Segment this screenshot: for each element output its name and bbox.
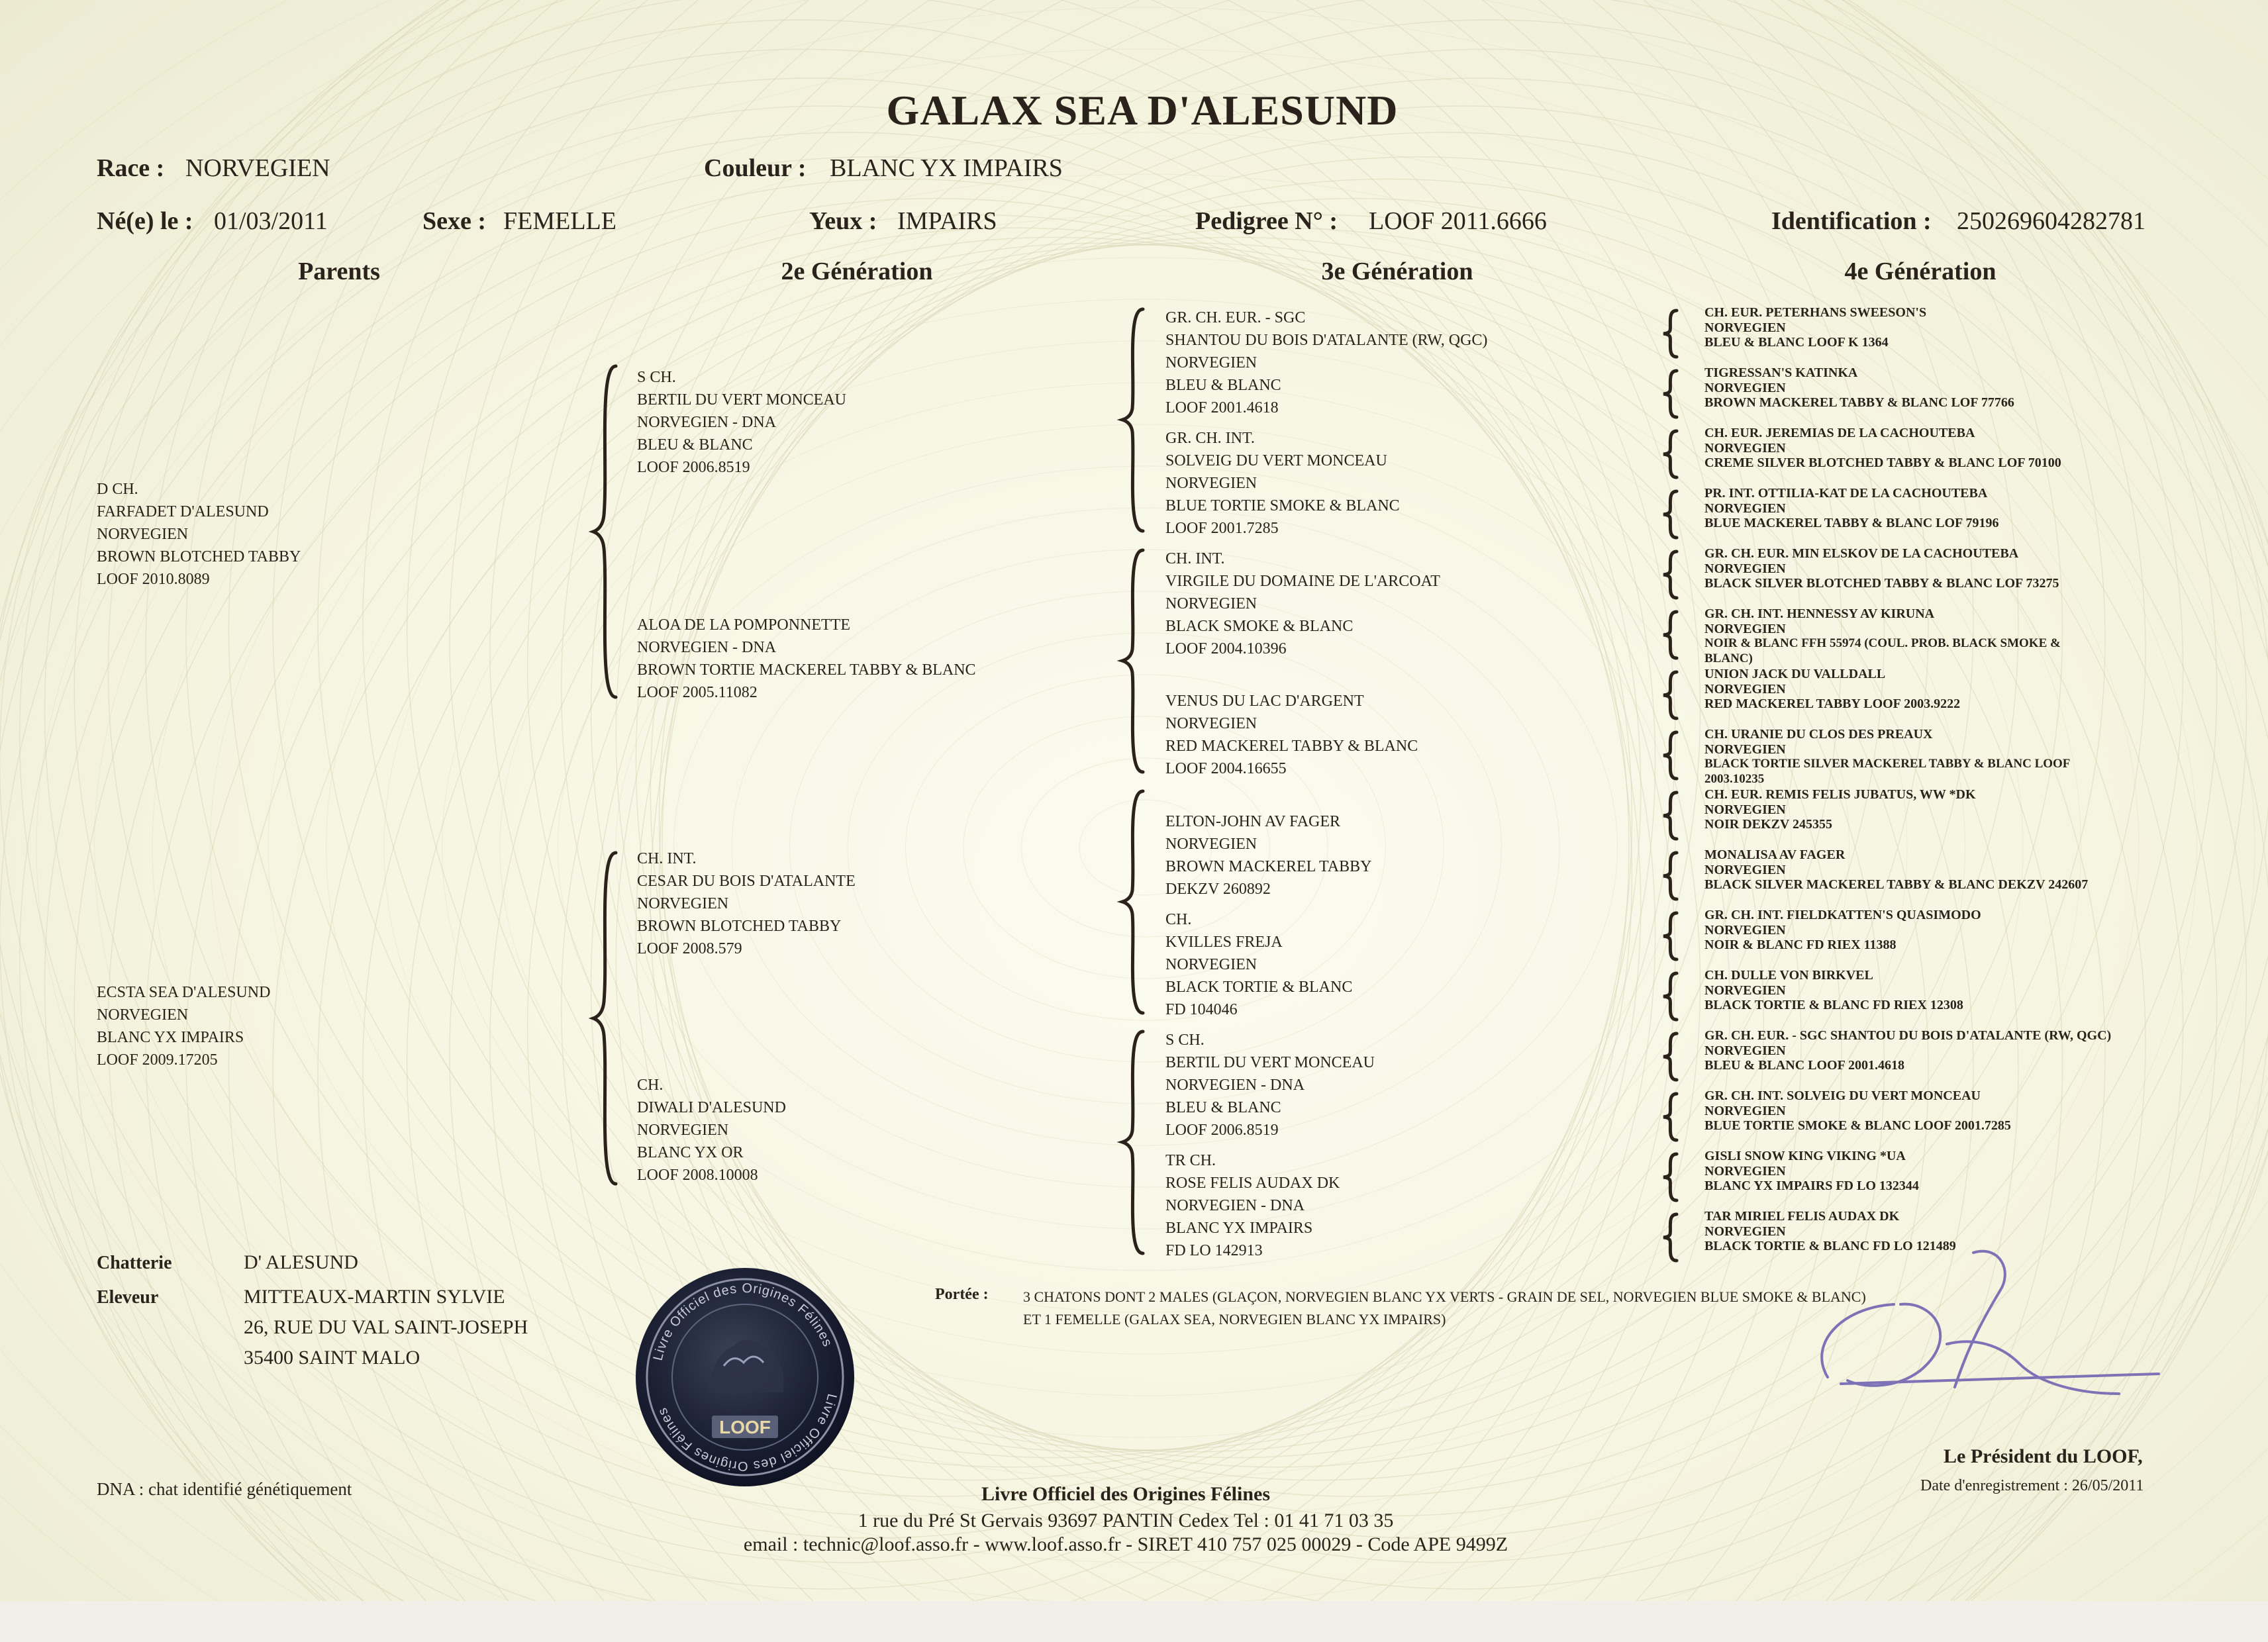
footer-org-name: Livre Officiel des Origines Félines — [981, 1483, 1271, 1505]
gen3-entry: VENUS DU LAC D'ARGENT NORVEGIEN RED MACKEREL TABBY & BLANC LOOF 2004.16655 — [1165, 693, 1418, 777]
pedigree-bracket — [1659, 910, 1683, 962]
portee-text: 3 CHATONS DONT 2 MALES (GLAÇON, NORVEGIEN BLANC YX VERTS - GRAIN DE SEL, NORVEGIEN BLUE SMOKE & BLANC) ET 1 FEMELLE (GALAX SEA, NORVEGIEN BLANC YX IMPAIRS) — [1023, 1288, 1866, 1328]
pedigree-bracket — [1659, 730, 1683, 781]
pedigree-bracket — [1659, 308, 1683, 360]
portee-label: Portée : — [935, 1286, 989, 1303]
gen2-entry: CH. INT. CESAR DU BOIS D'ATALANTE NORVEGIEN BROWN BLOTCHED TABBY LOOF 2008.579 — [637, 850, 856, 957]
column-header-gen3: 3e Génération — [1321, 258, 1473, 285]
pedigree-bracket — [1119, 306, 1152, 534]
loof-hologram-seal — [634, 1267, 856, 1488]
pedigree-bracket — [1659, 1212, 1683, 1263]
pedigree-bracket — [1659, 428, 1683, 480]
pedigree-bracket — [1659, 1091, 1683, 1143]
pedigree-bracket — [589, 849, 629, 1187]
pedigree-label: Pedigree N° : — [1195, 207, 1338, 235]
couleur-label: Couleur : — [704, 154, 807, 182]
svg-text:Livre Officiel des Origines Fé: Livre Officiel des Origines Félines — [650, 1280, 835, 1363]
gen3-entry: CH. INT. VIRGILE DU DOMAINE DE L'ARCOAT NORVEGIEN BLACK SMOKE & BLANC LOOF 2004.10396 — [1165, 550, 1440, 657]
pedigree-bracket — [1659, 790, 1683, 842]
pedigree-bracket — [1659, 549, 1683, 601]
gen4-entry: GR. CH. INT. FIELDKATTEN'S QUASIMODO NORVEGIEN NOIR & BLANC FD RIEX 11388 — [1704, 908, 1981, 952]
identification-label: Identification : — [1771, 207, 1932, 235]
gen4-entry: CH. EUR. JEREMIAS DE LA CACHOUTEBA NORVEGIEN CREME SILVER BLOTCHED TABBY & BLANC LOF 70100 — [1704, 426, 2061, 470]
gen3-entry: GR. CH. EUR. - SGC SHANTOU DU BOIS D'ATALANTE (RW, QGC) NORVEGIEN BLEU & BLANC LOOF 2001.4618 — [1165, 309, 1488, 416]
column-header-gen2: 2e Génération — [781, 258, 933, 285]
yeux-label: Yeux : — [809, 207, 877, 235]
pedigree-bracket — [1119, 788, 1152, 1016]
gen4-entry: GR. CH. INT. SOLVEIG DU VERT MONCEAU NORVEGIEN BLUE TORTIE SMOKE & BLANC LOOF 2001.7285 — [1704, 1088, 2011, 1133]
parent-entry: ECSTA SEA D'ALESUND NORVEGIEN BLANC YX IMPAIRS LOOF 2009.17205 — [97, 984, 271, 1069]
gen4-entry: CH. URANIE DU CLOS DES PREAUX NORVEGIEN BLACK TORTIE SILVER MACKEREL TABBY & BLANC LOOF 2003.10235 — [1704, 727, 2071, 786]
pedigree-bracket — [1659, 368, 1683, 420]
birth-date-label: Né(e) le : — [97, 207, 193, 235]
chatterie-label: Chatterie — [97, 1253, 172, 1273]
gen4-entry: TIGRESSAN'S KATINKA NORVEGIEN BROWN MACKEREL TABBY & BLANC LOF 77766 — [1704, 365, 2014, 410]
gen3-entry: S CH. BERTIL DU VERT MONCEAU NORVEGIEN - DNA BLEU & BLANC LOOF 2006.8519 — [1165, 1032, 1375, 1139]
cat-name-title: GALAX SEA D'ALESUND — [886, 87, 1399, 134]
pedigree-bracket — [1659, 609, 1683, 661]
president-signature — [1801, 1245, 2172, 1417]
sexe-value: FEMELLE — [503, 207, 616, 235]
registration-date: Date d'enregistrement : 26/05/2011 — [1920, 1477, 2144, 1494]
gen3-entry: GR. CH. INT. SOLVEIG DU VERT MONCEAU NORVEGIEN BLUE TORTIE SMOKE & BLANC LOOF 2001.7285 — [1165, 430, 1400, 537]
footer-contact: email : technic@loof.asso.fr - www.loof.asso.fr - SIRET 410 757 025 00029 - Code APE 9499Z — [743, 1533, 1508, 1555]
identification-number: 250269604282781 — [1957, 207, 2145, 235]
dna-note: DNA : chat identifié génétiquement — [97, 1479, 352, 1499]
column-header-gen4: 4e Génération — [1844, 258, 1997, 285]
gen4-entry: GR. CH. EUR. MIN ELSKOV DE LA CACHOUTEBA NORVEGIEN BLACK SILVER BLOTCHED TABBY & BLANC LOF 73275 — [1704, 546, 2059, 591]
gen4-entry: GR. CH. EUR. - SGC SHANTOU DU BOIS D'ATALANTE (RW, QGC) NORVEGIEN BLEU & BLANC LOOF 2001.4618 — [1704, 1028, 2112, 1073]
yeux-value: IMPAIRS — [897, 207, 997, 235]
pedigree-bracket — [589, 363, 629, 700]
svg-text:Livre Officiel des Origines Fé: Livre Officiel des Origines Félines — [655, 1392, 840, 1474]
gen4-entry: CH. DULLE VON BIRKVEL NORVEGIEN BLACK TORTIE & BLANC FD RIEX 12308 — [1704, 968, 1963, 1012]
parent-entry: D CH. FARFADET D'ALESUND NORVEGIEN BROWN BLOTCHED TABBY LOOF 2010.8089 — [97, 481, 301, 588]
gen4-entry: GR. CH. INT. HENNESSY AV KIRUNA NORVEGIEN NOIR & BLANC FFH 55974 (COUL. PROB. BLACK SMOKE & BLANC) — [1704, 606, 2061, 665]
eleveur-address: MITTEAUX-MARTIN SYLVIE 26, RUE DU VAL SAINT-JOSEPH 35400 SAINT MALO — [244, 1286, 528, 1369]
president-title: Le Président du LOOF, — [1944, 1445, 2143, 1467]
gen4-entry: TAR MIRIEL FELIS AUDAX DK NORVEGIEN BLACK TORTIE & BLANC FD LO 121489 — [1704, 1209, 1956, 1253]
gen3-entry: CH. KVILLES FREJA NORVEGIEN BLACK TORTIE & BLANC FD 104046 — [1165, 911, 1353, 1018]
gen2-entry: S CH. BERTIL DU VERT MONCEAU NORVEGIEN - DNA BLEU & BLANC LOOF 2006.8519 — [637, 369, 847, 476]
couleur-value: BLANC YX IMPAIRS — [830, 154, 1063, 182]
pedigree-bracket — [1119, 1028, 1152, 1257]
svg-text:LOOF: LOOF — [719, 1417, 771, 1437]
chatterie-value: D' ALESUND — [244, 1251, 358, 1273]
pedigree-bracket — [1659, 489, 1683, 540]
gen4-entry: CH. EUR. REMIS FELIS JUBATUS, WW *DK NORVEGIEN NOIR DEKZV 245355 — [1704, 787, 1976, 832]
gen3-entry: TR CH. ROSE FELIS AUDAX DK NORVEGIEN - DNA BLANC YX IMPAIRS FD LO 142913 — [1165, 1152, 1340, 1259]
pedigree-bracket — [1659, 1031, 1683, 1083]
birth-date-value: 01/03/2011 — [214, 207, 328, 235]
scan-bottom-margin — [0, 1601, 2268, 1642]
gen4-entry: MONALISA AV FAGER NORVEGIEN BLACK SILVER MACKEREL TABBY & BLANC DEKZV 242607 — [1704, 847, 2089, 892]
gen4-entry: CH. EUR. PETERHANS SWEESON'S NORVEGIEN BLEU & BLANC LOOF K 1364 — [1704, 305, 1927, 350]
race-value: NORVEGIEN — [185, 154, 330, 182]
pedigree-bracket — [1659, 971, 1683, 1022]
pedigree-bracket — [1659, 1151, 1683, 1203]
column-header-parents: Parents — [298, 258, 380, 285]
footer-address: 1 rue du Pré St Gervais 93697 PANTIN Cedex Tel : 01 41 71 03 35 — [858, 1510, 1394, 1531]
pedigree-number: LOOF 2011.6666 — [1369, 207, 1547, 235]
gen4-entry: PR. INT. OTTILIA-KAT DE LA CACHOUTEBA NORVEGIEN BLUE MACKEREL TABBY & BLANC LOF 79196 — [1704, 486, 1999, 530]
eleveur-label: Eleveur — [97, 1287, 159, 1308]
pedigree-bracket — [1119, 547, 1152, 775]
race-label: Race : — [97, 154, 165, 182]
gen2-entry: ALOA DE LA POMPONNETTE NORVEGIEN - DNA BROWN TORTIE MACKEREL TABBY & BLANC LOOF 2005.11082 — [637, 616, 976, 701]
gen4-entry: UNION JACK DU VALLDALL NORVEGIEN RED MACKEREL TABBY LOOF 2003.9222 — [1704, 667, 1961, 711]
sexe-label: Sexe : — [422, 207, 487, 235]
gen4-entry: GISLI SNOW KING VIKING *UA NORVEGIEN BLANC YX IMPAIRS FD LO 132344 — [1704, 1149, 1919, 1193]
gen2-entry: CH. DIWALI D'ALESUND NORVEGIEN BLANC YX OR LOOF 2008.10008 — [637, 1077, 786, 1184]
pedigree-bracket — [1659, 850, 1683, 902]
gen3-entry: ELTON-JOHN AV FAGER NORVEGIEN BROWN MACKEREL TABBY DEKZV 260892 — [1165, 813, 1372, 898]
pedigree-bracket — [1659, 669, 1683, 721]
